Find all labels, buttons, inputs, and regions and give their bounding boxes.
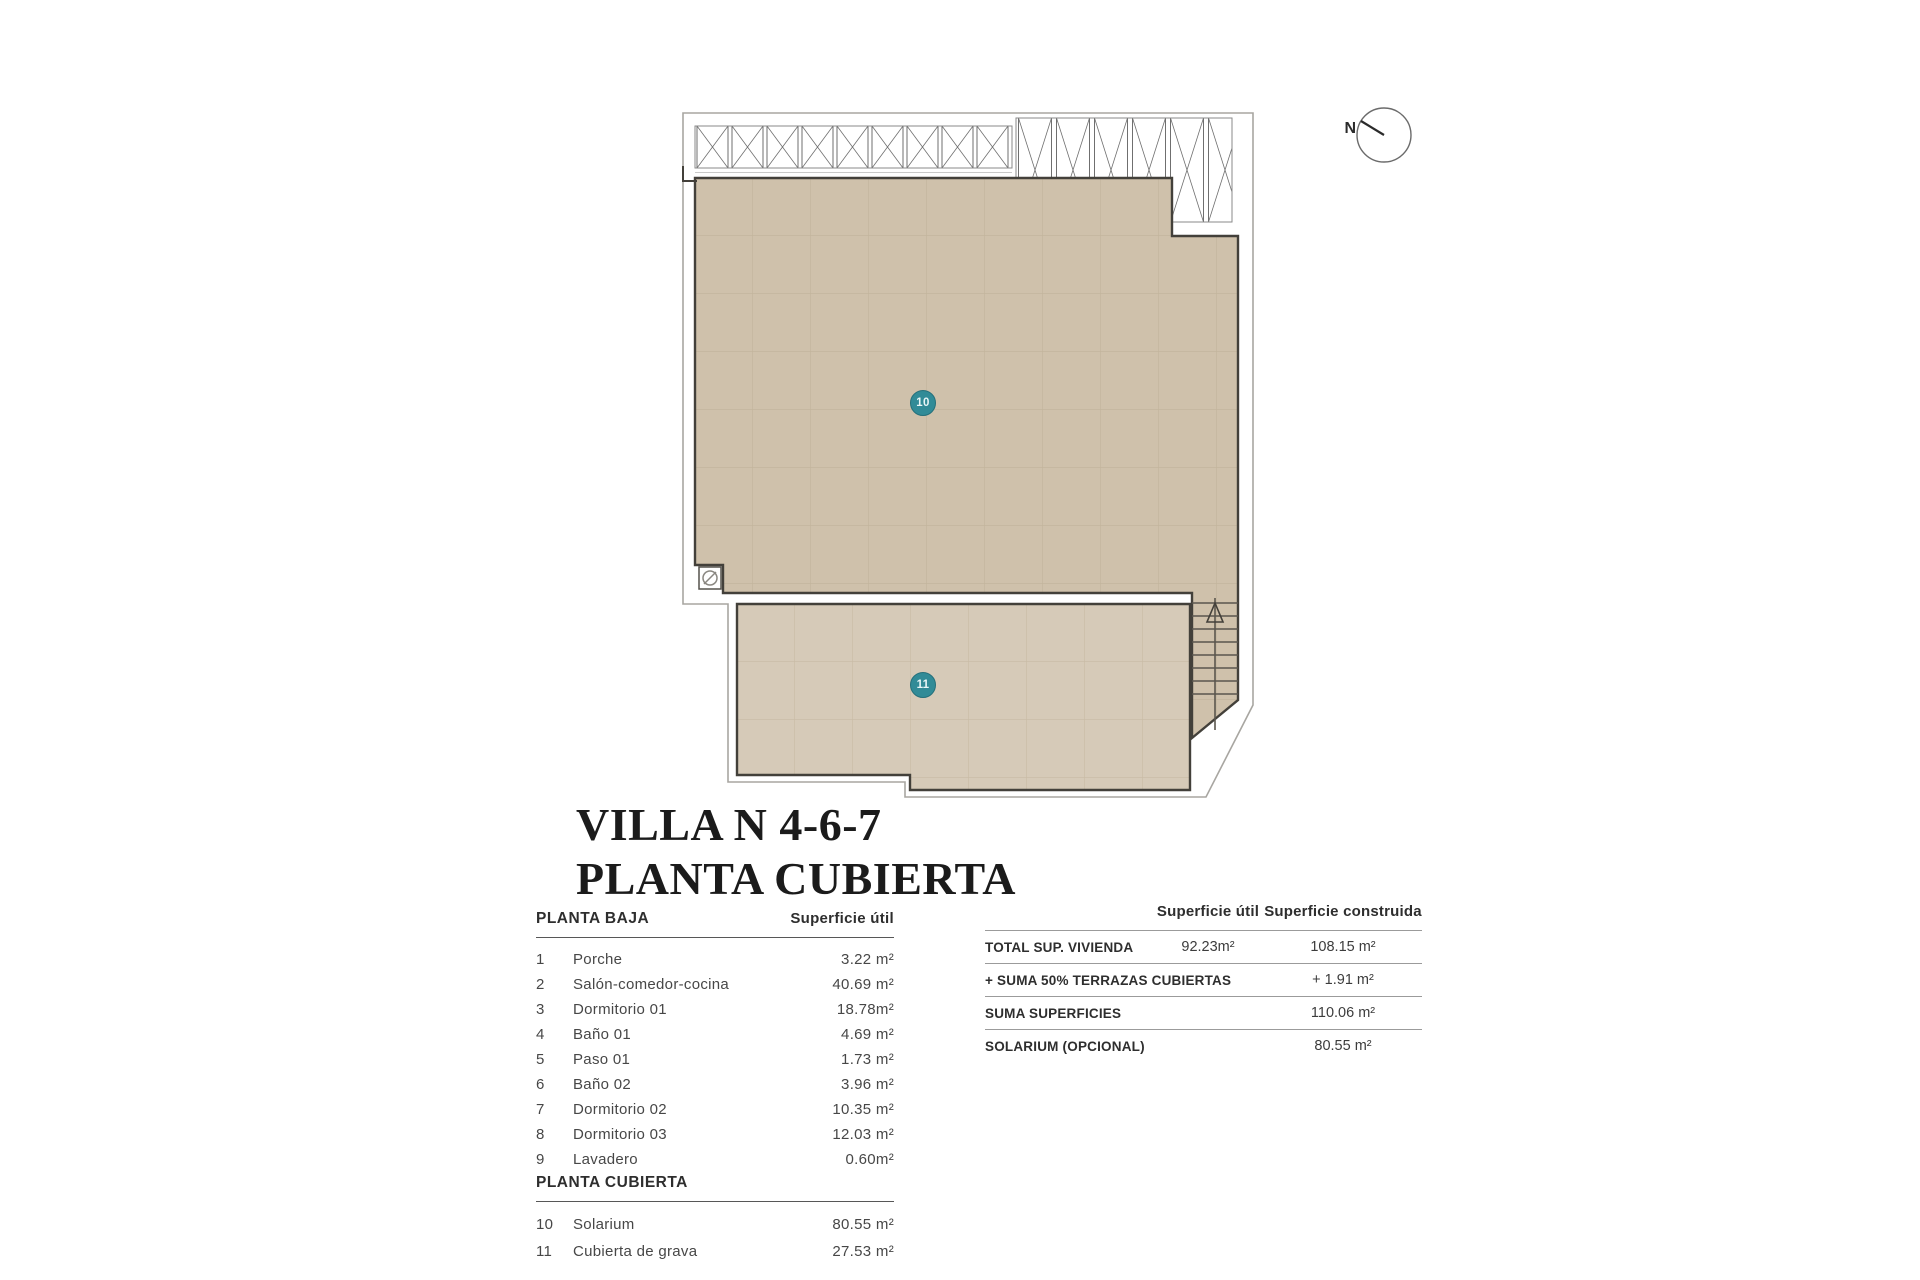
cell-num: 8 <box>536 1126 545 1143</box>
cell-label: SOLARIUM (OPCIONAL) <box>985 1038 1145 1054</box>
plan-title-line1: VILLA N 4-6-7 <box>576 799 882 850</box>
cell-num: 5 <box>536 1051 545 1068</box>
cell-value: 1.73 m² <box>841 1051 894 1068</box>
cell-construida: 110.06 m² <box>1310 1005 1376 1021</box>
table-row <box>536 1122 894 1147</box>
compass-icon <box>1344 108 1411 162</box>
left-table-header-2 <box>536 1174 894 1202</box>
table-row <box>985 1030 1422 1062</box>
table-row <box>536 1097 894 1122</box>
table-row <box>985 931 1422 964</box>
cell-num: 2 <box>536 976 545 993</box>
cell-label: Dormitorio 01 <box>573 1001 667 1018</box>
pergola-band-left <box>695 126 1012 173</box>
cell-num: 11 <box>536 1243 553 1260</box>
totals-table-header <box>985 903 1422 931</box>
cell-construida: + 1.91 m² <box>1312 972 1374 988</box>
column-header-superficie-util: Superficie útil <box>1156 903 1260 920</box>
cell-value: 18.78m² <box>836 1001 894 1018</box>
cell-num: 7 <box>536 1101 545 1118</box>
cell-construida: 80.55 m² <box>1314 1038 1372 1054</box>
compass-north-label: N <box>1344 120 1356 137</box>
table-row <box>536 1238 894 1265</box>
table-row <box>536 1047 894 1072</box>
table-row <box>536 1147 894 1172</box>
cell-label: Dormitorio 02 <box>573 1101 667 1118</box>
cell-label: Salón-comedor-cocina <box>573 976 730 993</box>
planta-cubierta-rows <box>536 1202 894 1265</box>
plan-title-line2: PLANTA CUBIERTA <box>576 853 1016 905</box>
cell-label: Porche <box>573 951 623 968</box>
planta-baja-rows <box>536 938 894 1172</box>
cell-value: 0.60m² <box>845 1151 894 1168</box>
cell-num: 10 <box>536 1216 554 1233</box>
table-row <box>536 972 894 997</box>
gravel-roof-area <box>737 604 1190 790</box>
cell-label: SUMA SUPERFICIES <box>985 1005 1122 1021</box>
cell-construida: 108.15 m² <box>1310 939 1376 955</box>
cell-value: 12.03 m² <box>832 1126 894 1143</box>
cell-label: Solarium <box>573 1216 635 1233</box>
cell-label: TOTAL SUP. VIVIENDA <box>985 939 1134 955</box>
cell-value: 40.69 m² <box>832 976 894 993</box>
cell-num: 1 <box>536 951 545 968</box>
cell-label: Baño 02 <box>573 1076 631 1093</box>
cell-label: Lavadero <box>573 1151 638 1168</box>
room-marker-11: 11 <box>910 672 936 698</box>
left-table-header <box>536 910 894 938</box>
table-row <box>985 997 1422 1030</box>
plan-title <box>576 798 1016 907</box>
cell-label: Dormitorio 03 <box>573 1126 667 1143</box>
drain-icon <box>699 567 721 589</box>
table-row <box>536 997 894 1022</box>
room-marker-10: 10 <box>910 390 936 416</box>
table-row <box>536 1072 894 1097</box>
cell-value: 80.55 m² <box>832 1216 894 1233</box>
totals-rows <box>985 931 1422 1062</box>
table-row <box>536 1022 894 1047</box>
surface-table-left <box>536 910 894 1265</box>
cell-value: 27.53 m² <box>832 1243 894 1260</box>
cell-num: 3 <box>536 1001 545 1018</box>
cell-num: 9 <box>536 1151 545 1168</box>
cell-num: 6 <box>536 1076 545 1093</box>
cell-label: Paso 01 <box>573 1051 631 1068</box>
cell-value: 4.69 m² <box>841 1026 894 1043</box>
table-row <box>536 947 894 972</box>
column-header-superficie-construida: Superficie construida <box>1264 903 1422 920</box>
table-row <box>536 1211 894 1238</box>
cell-value: 10.35 m² <box>832 1101 894 1118</box>
cell-value: 3.22 m² <box>841 951 894 968</box>
cell-label: Cubierta de grava <box>573 1243 698 1260</box>
section-header-planta-cubierta: PLANTA CUBIERTA <box>536 1174 688 1191</box>
cell-num: 4 <box>536 1026 545 1043</box>
cell-value: 3.96 m² <box>841 1076 894 1093</box>
cell-util: 92.23m² <box>1181 939 1235 955</box>
column-header-superficie-util: Superficie útil <box>790 910 894 927</box>
cell-label: + SUMA 50% TERRAZAS CUBIERTAS <box>985 972 1232 988</box>
cell-label: Baño 01 <box>573 1026 631 1043</box>
section-header-planta-baja: PLANTA BAJA <box>536 910 650 927</box>
table-row <box>985 964 1422 997</box>
totals-table <box>985 903 1422 1062</box>
